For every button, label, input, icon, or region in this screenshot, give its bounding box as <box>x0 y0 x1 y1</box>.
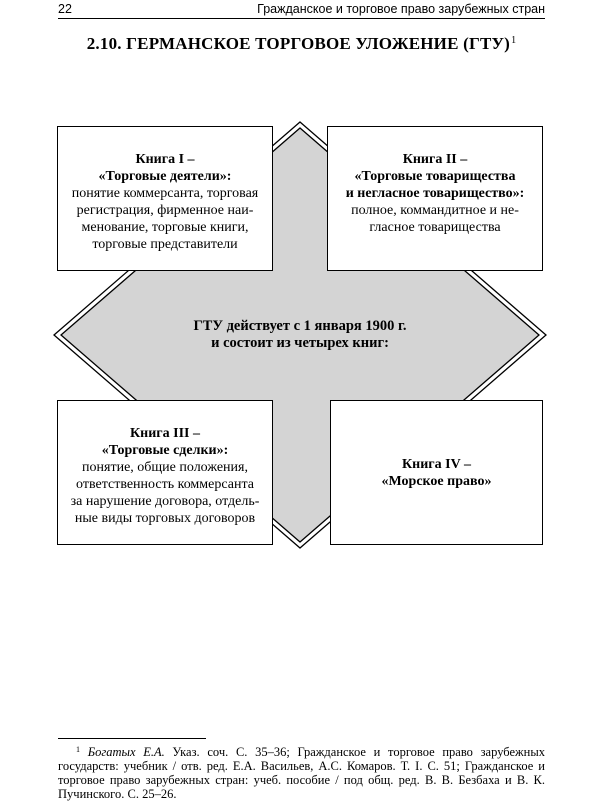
book-3-line: за нарушение договора, отдель- <box>70 494 260 509</box>
book-2-line: гласное товарищества <box>369 220 501 235</box>
book-1-line: менование, торговые книги, <box>81 220 249 235</box>
book-2-name: и негласное товарищество»: <box>345 186 525 201</box>
page-number: 22 <box>58 2 72 16</box>
book-2-box <box>327 126 543 271</box>
book-3-line: понятие, общие положения, <box>82 460 248 475</box>
book-1-box <box>57 126 273 271</box>
footnote-rule <box>58 738 206 739</box>
footnote <box>58 743 545 801</box>
book-3-heading: Книга III – <box>130 426 200 441</box>
section-title-text: 2.10. ГЕРМАНСКОЕ ТОРГОВОЕ УЛОЖЕНИЕ (ГТУ) <box>86 34 511 53</box>
footnote-mark: 1 <box>76 745 80 754</box>
center-statement <box>150 318 450 352</box>
footnote-text: Указ. соч. С. 35–36; Гражданское и торговое право зарубежных государств: учебник / отв. ред. Е.А. Васильев, А.С. Комаров. Т. I. С. 51; Гражданское и торговое право зарубежных стран: учеб. пособие / под общ. ред. В. В. Безбаха и В. К. Пучинского. С. 25–26. <box>58 745 545 801</box>
center-line: ГТУ действует с 1 января 1900 г. <box>193 318 407 334</box>
book-1-line: торговые представители <box>92 237 238 252</box>
book-2-name: «Торговые товарищества <box>354 169 516 184</box>
book-3-box <box>57 400 273 545</box>
book-3-name: «Торговые сделки»: <box>101 443 229 458</box>
center-line: и состоит из четырех книг: <box>211 335 389 351</box>
book-4-box <box>330 400 543 545</box>
book-1-heading: Книга I – <box>135 152 195 167</box>
book-3-line: ные виды торговых договоров <box>74 511 256 526</box>
book-1-line: регистрация, фирменное наи- <box>76 203 254 218</box>
book-1-line: понятие коммерсанта, торговая <box>71 186 259 201</box>
book-3-line: ответственность коммерсанта <box>76 477 254 492</box>
book-4-name: «Морское право» <box>381 473 492 489</box>
footnote-author: Богатых Е.А. <box>87 745 165 759</box>
book-4-heading: Книга IV – <box>402 456 471 472</box>
running-title: Гражданское и торговое право зарубежных стран <box>257 2 545 16</box>
book-2-line: полное, коммандитное и не- <box>351 203 519 218</box>
book-2-heading: Книга II – <box>402 152 468 167</box>
book-1-name: «Торговые деятели»: <box>98 169 232 184</box>
title-footnote-mark: 1 <box>511 35 517 46</box>
